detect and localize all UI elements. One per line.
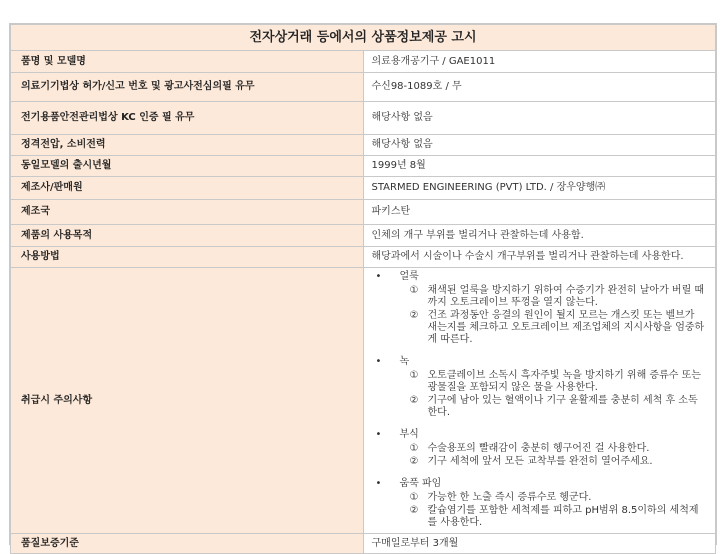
item-text: 기구 세척에 앞서 모든 교착부를 완전히 열어주세요. [427, 456, 653, 467]
item-text: 수술용포의 빨래감이 충분히 헹구어진 걸 사용한다. [427, 443, 650, 454]
row-label: 정격전압, 소비전력 [11, 135, 364, 156]
row-value: 의료용개공기구 / GAE1011 [363, 51, 716, 73]
row-label: 의료기기법상 허가/신고 번호 및 광고사전심의필 유무 [11, 73, 364, 102]
item-text: 기구에 남아 있는 혈액이나 기구 윤활제를 충분히 세척 후 소독한다. [427, 395, 698, 418]
row-label: 품명 및 모델명 [11, 51, 364, 73]
caution-group-title: 움푹 파임 [399, 478, 442, 489]
row-label: 제조사/판매원 [11, 177, 364, 200]
item-number: ① [409, 370, 419, 381]
item-text: 칼슘염기를 포함한 세척제를 피하고 pH범위 8.5이하의 세척제를 사용한다. [427, 505, 699, 528]
table-row [11, 247, 716, 268]
table-title: 전자상거래 등에서의 상품정보제공 고시 [11, 25, 716, 51]
row-label: 전기용품안전관리법상 KC 인증 필 유무 [11, 102, 364, 135]
table-row [11, 200, 716, 225]
bullet: • [375, 429, 382, 440]
row-value: 해당과에서 시술이나 수술시 개구부위를 벌리거나 관찰하는데 사용한다. [363, 247, 716, 268]
product-info-notice [9, 23, 717, 549]
table-row [11, 102, 716, 135]
list-item [364, 395, 716, 419]
table-row [11, 156, 716, 177]
caution-group-title: 녹 [399, 356, 410, 367]
caution-group [364, 428, 716, 468]
row-value: STARMED ENGINEERING (PVT) LTD. / 장우양행㈜ [363, 177, 716, 200]
item-number: ② [409, 456, 419, 467]
caution-group [364, 477, 716, 529]
item-number: ② [409, 310, 419, 321]
table-row [11, 135, 716, 156]
caution-group [364, 270, 716, 346]
title-row [11, 25, 716, 51]
table-row [11, 534, 716, 554]
item-number: ② [409, 395, 419, 406]
table-row [11, 225, 716, 247]
cautions-list [364, 268, 716, 533]
row-value: 수신98-1089호 / 무 [363, 73, 716, 102]
caution-group-title: 얼룩 [399, 271, 419, 282]
bullet: • [375, 478, 382, 489]
cautions-row [11, 268, 716, 534]
row-label: 제품의 사용목적 [11, 225, 364, 247]
row-value: 해당사항 없음 [363, 102, 716, 135]
list-item [364, 370, 716, 394]
row-value: 인체의 개구 부위를 벌리거나 관찰하는데 사용함. [363, 225, 716, 247]
row-label: 사용방법 [11, 247, 364, 268]
caution-group-title: 부식 [399, 429, 419, 440]
list-item [364, 310, 716, 346]
row-value: 해당사항 없음 [363, 135, 716, 156]
bullet: • [375, 271, 382, 282]
item-number: ① [409, 492, 419, 503]
list-item [364, 285, 716, 309]
table-row [11, 73, 716, 102]
list-item [364, 443, 716, 455]
item-number: ① [409, 443, 419, 454]
item-number: ② [409, 505, 419, 516]
caution-group [364, 355, 716, 419]
table-row [11, 177, 716, 200]
item-text: 오토클레이브 소독시 흑자주빛 녹을 방지하기 위해 증류수 또는 광물질을 포함되지 않은 물을 사용한다. [427, 370, 701, 393]
row-value: 1999년 8월 [363, 156, 716, 177]
row-label: 취급시 주의사항 [11, 268, 364, 534]
item-text: 가능한 한 노출 즉시 증류수로 헹군다. [427, 492, 592, 503]
item-number: ① [409, 285, 419, 296]
row-value: 구매일로부터 3개월 [363, 534, 716, 554]
bullet: • [375, 356, 382, 367]
list-item [364, 456, 716, 468]
row-label: 품질보증기준 [11, 534, 364, 554]
cautions-content [363, 268, 716, 534]
list-item [364, 505, 716, 529]
table-row [11, 51, 716, 73]
row-label: 동일모델의 출시년월 [11, 156, 364, 177]
list-item [364, 492, 716, 504]
info-table [10, 24, 716, 554]
row-label: 제조국 [11, 200, 364, 225]
item-text: 채색된 얼룩을 방지하기 위하여 수증기가 완전히 날아가 버릴 때까지 오토크레이브 뚜껑을 열지 않는다. [427, 285, 705, 308]
row-value: 파키스탄 [363, 200, 716, 225]
item-text: 건조 과정동안 응결의 원인이 될지 모르는 개스킷 또는 벨브가 새는지를 체크하고 오토크레이브 제조업체의 지시사항을 엄중하게 따른다. [427, 310, 705, 345]
